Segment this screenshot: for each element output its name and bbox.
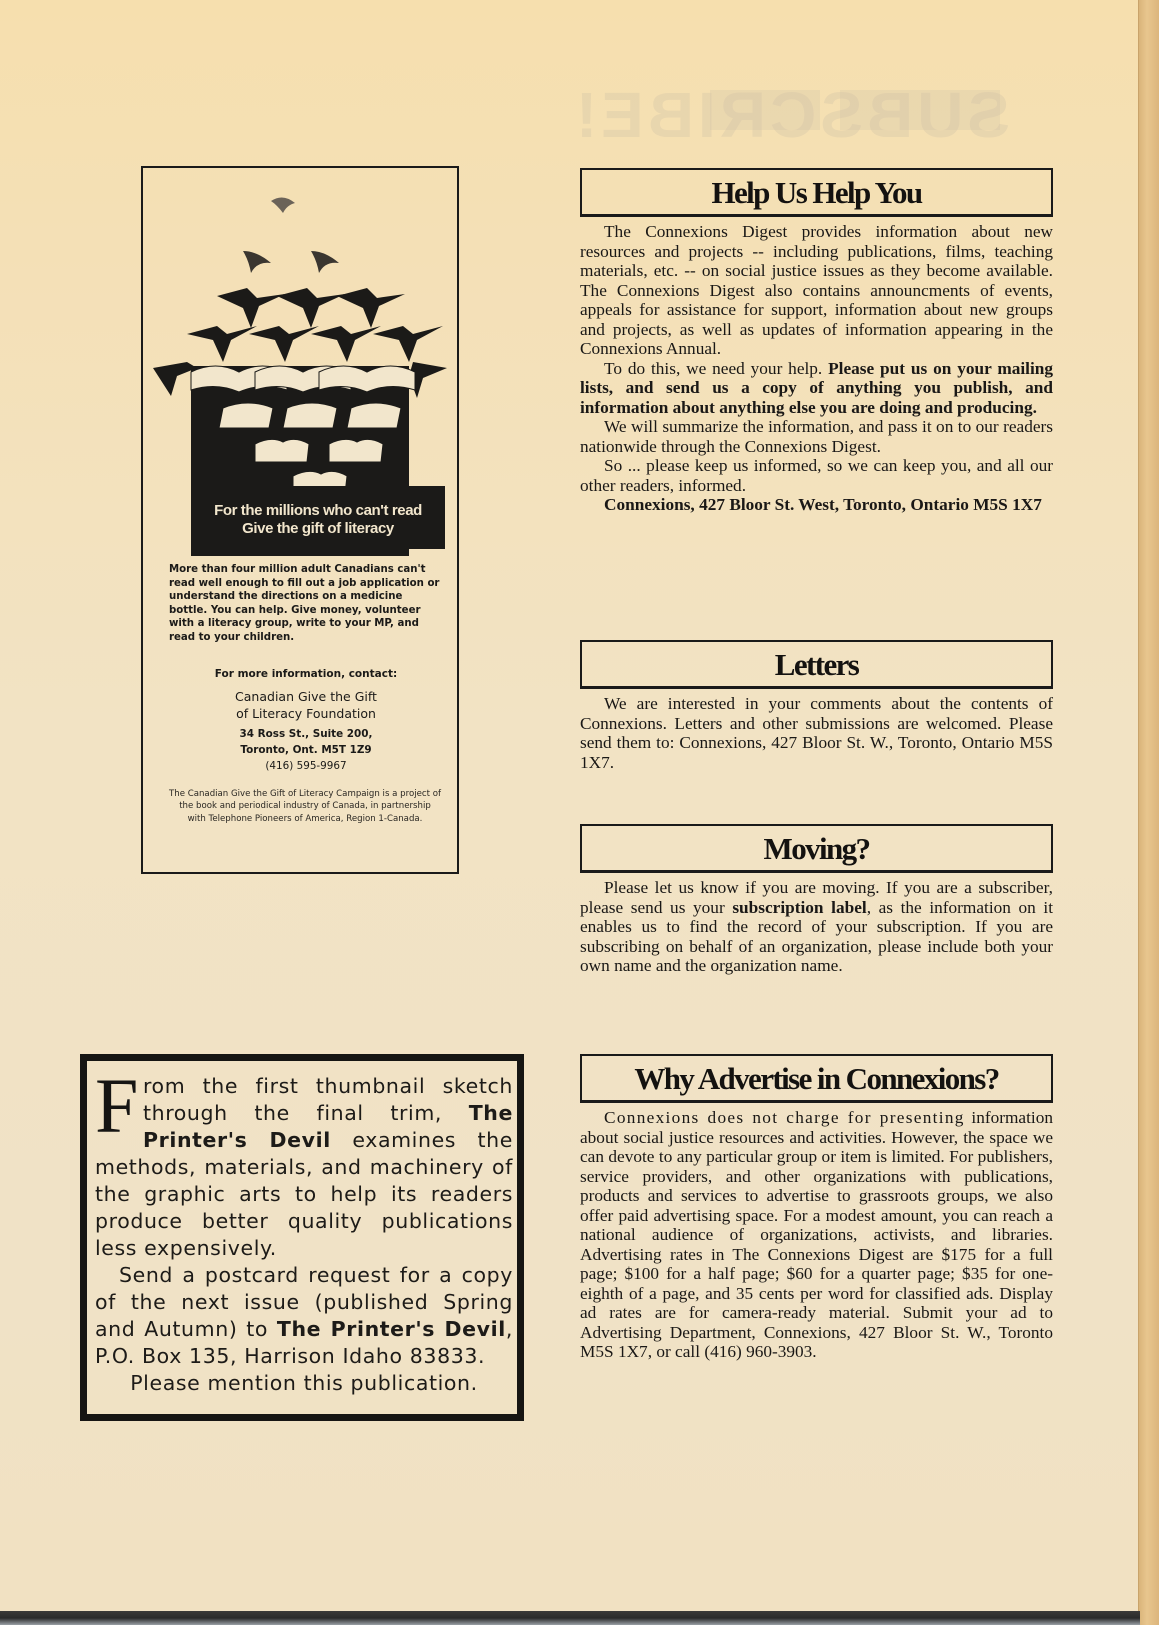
moving-paragraph: [580, 878, 1053, 976]
bird-icon: [153, 362, 197, 396]
banner-line-1: For the millions who can't read: [214, 502, 422, 519]
bird-icon: [311, 326, 381, 362]
literacy-advertisement: [141, 166, 459, 874]
drop-cap: F: [95, 1062, 139, 1149]
section-help-us-help-you: [580, 168, 1053, 515]
devil-paragraph-1: [95, 1062, 513, 1262]
contact-lead: For more information, contact:: [214, 668, 398, 680]
literacy-contact-block: [161, 668, 451, 774]
advertise-lead: Connexions does not charge for presenting: [604, 1108, 965, 1127]
section-body: [580, 878, 1053, 976]
printers-devil-advertisement: [80, 1054, 524, 1421]
page-edge-right: [1138, 0, 1159, 1625]
org-name-line-2: of Literacy Foundation: [236, 706, 376, 721]
section-moving: [580, 824, 1053, 976]
open-book-icon: [347, 403, 401, 428]
open-book-icon: [219, 403, 273, 428]
devil-text: examines the methods, materials, and machinery of the graphic arts to help its readers produce better quality publications less expensively.: [95, 1128, 513, 1260]
help-paragraph-4: So ... please keep us informed, so we can keep you, and all our other readers, informed.: [580, 456, 1053, 495]
bleed-through-heading: SUBSCRIBE!: [571, 79, 1010, 151]
help-paragraph-1: The Connexions Digest provides information about new resources and projects -- including publications, films, teaching materials, etc. -- on social justice issues as they become available. The Connexions Digest also contains announcments of events, appeals for assistance for support, information about new groups and projects, as well as updates of information appearing in the Connexions Annual.: [580, 222, 1053, 358]
help-address: [580, 495, 1053, 515]
section-title: Help Us Help You: [580, 168, 1053, 216]
org-name-line-1: Canadian Give the Gift: [235, 689, 377, 704]
devil-address: , P.O. Box 135, Harrison Idaho 83833.: [95, 1317, 513, 1368]
bird-icon: [373, 326, 443, 362]
literacy-body-text: More than four million adult Canadians can't read well enough to fill out a job application or understand the directions on a medicine bottle. You can help. Give money, volunteer with a literacy group, write to your MP, and read to your children.: [169, 564, 440, 643]
section-body: [580, 1108, 1053, 1362]
sketch-bird-icon: [243, 251, 271, 273]
open-book-icon: [283, 403, 337, 428]
connexions-address: Connexions, 427 Bloor St. West, Toronto, Ontario M5S 1X7: [604, 495, 1042, 514]
section-body: [580, 694, 1053, 772]
devil-text: rom the first thumbnail sketch through the final trim,: [142, 1074, 513, 1125]
bleed-through-block: [710, 90, 820, 130]
bird-icon: [337, 288, 405, 328]
section-why-advertise: [580, 1054, 1053, 1362]
banner-line-2: Give the gift of literacy: [242, 520, 394, 537]
bird-icon: [277, 288, 345, 328]
open-book-icon: [329, 439, 383, 462]
section-body: [580, 222, 1053, 515]
literacy-banner: [191, 486, 445, 549]
sketch-bird-icon: [311, 251, 339, 273]
page-edge-bottom: [0, 1611, 1140, 1625]
help-emphasis: Please put us on your mailing lists, and send us a copy of anything you publish, and information about anything else you are doing and producing.: [580, 358, 1054, 417]
moving-text: , as the information on it enables us to find the record of your subscription. If you are subscribing on behalf of an organization, please include both your own name and the organization name.: [580, 897, 1054, 975]
section-letters: [580, 640, 1053, 772]
section-title: Moving?: [580, 824, 1053, 872]
publication-name: The Printer's Devil: [142, 1101, 513, 1152]
bird-icon: [187, 326, 257, 362]
advertise-paragraph: [580, 1108, 1053, 1362]
advertise-text: information about social justice resources and activities. However, the space we can devote to any particular group or item is limited. For publishers, service providers, and other organizations with publications, products and services to advertise to grassroots groups, we also offer paid advertising space. For a modest amount, you can reach a national audience of organizations, activists, and libraries. Advertising rates in The Connexions Digest are $175 for a full page; $100 for a half page; $60 for a quarter page; $35 for one-eighth of a page, and 35 cents per word for classified ads. Display ad rates are for camera-ready material. Submit your ad to Advertising Department, Connexions, 427 Bloor St. W., Toronto M5S 1X7, or call (416) 960-3903.: [580, 1108, 1053, 1361]
publication-name: The Printer's Devil: [276, 1317, 506, 1341]
help-text: To do this, we need your help.: [604, 358, 829, 378]
moving-emphasis: subscription label: [732, 897, 867, 917]
bird-icon: [217, 288, 285, 328]
section-title: Letters: [580, 640, 1053, 688]
sketch-bird-icon: [271, 197, 295, 213]
section-title: Why Advertise in Connexions?: [580, 1054, 1053, 1102]
devil-text: Send a postcard request for a copy of the next issue (published Spring and Autumn) to: [95, 1263, 513, 1341]
devil-paragraph-2: [95, 1262, 513, 1370]
devil-paragraph-3: Please mention this publication.: [130, 1371, 478, 1395]
bleed-through-block: [840, 90, 1000, 130]
moving-text: Please let us know if you are moving. If you are a subscriber, please send us your: [580, 878, 1053, 917]
open-book-icon: [255, 439, 309, 462]
help-paragraph-3: We will summarize the information, and pass it on to our readers nationwide through the Connexions Digest.: [580, 417, 1053, 456]
help-paragraph-2: [580, 359, 1053, 418]
phone-number: (416) 595-9967: [265, 760, 347, 772]
address-line-1: 34 Ross St., Suite 200,: [239, 728, 373, 740]
bird-icon: [249, 326, 319, 362]
letters-paragraph: We are interested in your comments about the contents of Connexions. Letters and other submissions are welcomed. Please send them to: Connexions, 427 Bloor St. W., Toronto, Ontario M5S 1X7.: [580, 694, 1053, 772]
address-line-2: Toronto, Ont. M5T 1Z9: [240, 744, 372, 756]
literacy-footnote: The Canadian Give the Gift of Literacy Campaign is a project of the book and periodical industry of Canada, in partnership with Telephone Pioneers of America, Region 1-Canada.: [169, 789, 441, 824]
